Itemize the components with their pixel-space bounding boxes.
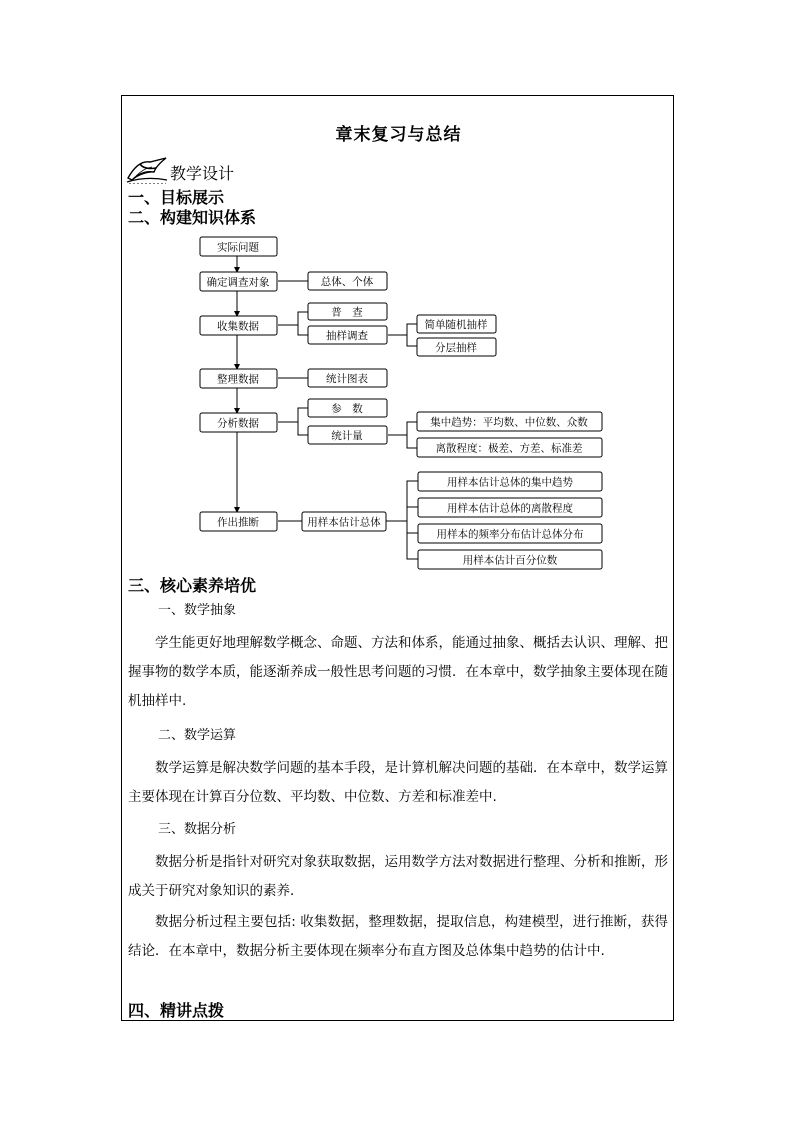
node-g4 bbox=[418, 550, 602, 569]
knowledge-system-diagram bbox=[122, 231, 674, 576]
node-lisan bbox=[417, 438, 602, 457]
node-shouji-label: 收集数据 bbox=[217, 320, 259, 333]
node-shouji bbox=[200, 316, 277, 335]
node-shiji bbox=[200, 237, 277, 256]
node-fenceng-label: 分层抽样 bbox=[435, 342, 477, 354]
node-chouyang-label: 抽样调查 bbox=[326, 330, 368, 342]
node-queding bbox=[200, 272, 277, 291]
node-g2 bbox=[418, 498, 602, 517]
section-heading-1: 一、目标展示 bbox=[128, 188, 225, 207]
book-icon bbox=[126, 156, 168, 184]
node-tubiao-label: 统计图表 bbox=[326, 373, 368, 385]
node-shiji-label: 实际问题 bbox=[217, 241, 259, 254]
node-jizhong-label: 集中趋势：平均数、中位数、众数 bbox=[430, 416, 588, 429]
node-zhengli bbox=[200, 369, 277, 388]
node-canshu-label: 参 数 bbox=[331, 403, 363, 415]
node-queding-label: 确定调查对象 bbox=[206, 276, 270, 289]
node-zongti-label: 总体、个体 bbox=[320, 276, 374, 288]
core-subheading-2: 二、数学运算 bbox=[158, 728, 237, 743]
section-heading-2: 二、构建知识体系 bbox=[128, 208, 257, 227]
node-pucha bbox=[308, 303, 387, 320]
node-canshu bbox=[308, 399, 387, 417]
node-lisan-label: 离散程度：极差、方差、标准差 bbox=[435, 442, 583, 455]
node-guji bbox=[302, 512, 386, 531]
node-tongjiliang bbox=[308, 426, 387, 444]
node-guji-label: 用样本估计总体 bbox=[307, 516, 381, 529]
node-pucha-label: 普 查 bbox=[331, 306, 363, 319]
node-jiandan bbox=[417, 315, 496, 333]
node-fenceng bbox=[417, 338, 496, 356]
teaching-design-header bbox=[126, 154, 234, 184]
page-title: 章末复习与总结 bbox=[335, 125, 462, 145]
node-jizhong bbox=[417, 412, 602, 431]
node-jiandan-label: 简单随机抽样 bbox=[424, 319, 488, 331]
section-heading-3: 三、核心素养培优 bbox=[128, 576, 257, 595]
node-fenxi bbox=[200, 413, 277, 432]
node-zuochu bbox=[200, 512, 277, 531]
node-chouyang bbox=[308, 326, 387, 344]
node-g4-label: 用样本估计百分位数 bbox=[462, 554, 558, 567]
core-subheading-3: 三、数据分析 bbox=[158, 822, 237, 837]
node-tubiao bbox=[308, 369, 387, 387]
core-paragraph-1: 学生能更好地理解数学概念、命题、方法和体系，能通过抽象、概括去认识、理解、把握事物的数学本质，能逐渐养成一般性思考问题的习惯．在本章中，数学抽象主要体现在随机抽样中. bbox=[128, 635, 668, 709]
node-zongti bbox=[308, 272, 387, 290]
node-fenxi-label: 分析数据 bbox=[217, 417, 259, 430]
core-paragraph-2: 数学运算是解决数学问题的基本手段，是计算机解决问题的基础．在本章中，数学运算主要体现在计算百分位数、平均数、中位数、方差和标准差中. bbox=[128, 760, 668, 805]
node-g3 bbox=[418, 524, 602, 543]
core-paragraph-4: 数据分析过程主要包括: 收集数据，整理数据，提取信息，构建模型，进行推断，获得结论．在本章中，数据分析主要体现在频率分布直方图及总体集中趋势的估计中. bbox=[128, 914, 668, 959]
node-zhengli-label: 整理数据 bbox=[217, 373, 259, 386]
core-paragraph-3: 数据分析是指针对研究对象获取数据，运用数学方法对数据进行整理、分析和推断，形成关于研究对象知识的素养． bbox=[128, 854, 668, 899]
node-g1 bbox=[418, 472, 602, 491]
page-frame bbox=[121, 95, 674, 1021]
node-g1-label: 用样本估计总体的集中趋势 bbox=[447, 476, 573, 489]
teaching-design-label: 教学设计 bbox=[170, 164, 235, 183]
node-g2-label: 用样本估计总体的离散程度 bbox=[447, 502, 573, 515]
node-g3-label: 用样本的频率分布估计总体分布 bbox=[436, 528, 584, 541]
node-zuochu-label: 作出推断 bbox=[217, 516, 259, 529]
section-heading-4: 四、精讲点拨 bbox=[128, 1001, 225, 1020]
node-tongjiliang-label: 统计量 bbox=[331, 430, 363, 442]
core-subheading-1: 一、数学抽象 bbox=[158, 603, 237, 618]
